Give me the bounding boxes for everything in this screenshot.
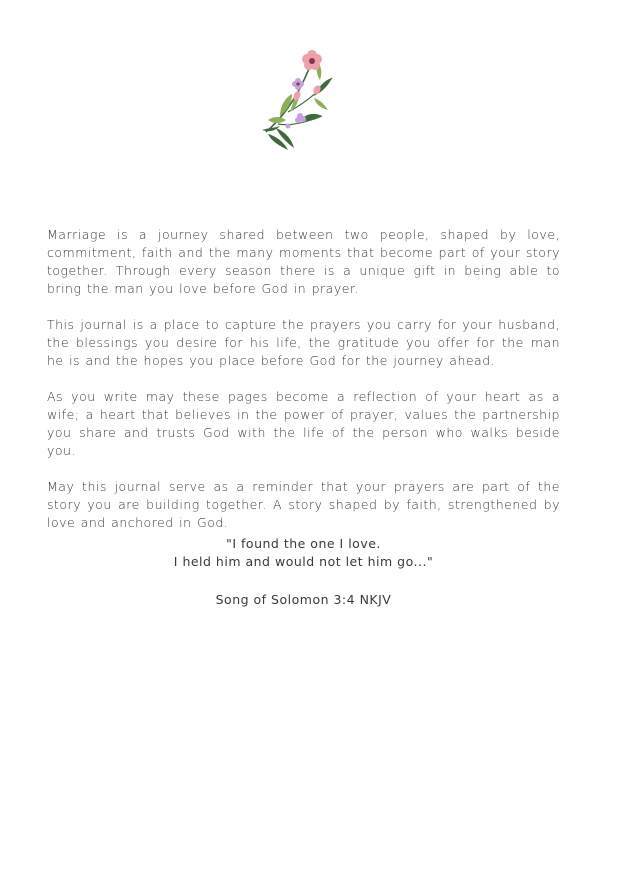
floral-sprig-icon xyxy=(258,50,340,152)
verse-reference: Song of Solomon 3:4 NKJV xyxy=(215,592,392,607)
paragraph-1: Marriage is a journey shared between two people, shaped by love, commitment, faith and the many moments that become part of your story together. Through every season there is a unique gift in being able to bring the man you love before God in prayer. xyxy=(47,227,560,296)
paragraph-2: This journal is a place to capture the prayers you carry for your husband, the blessings you desire for his life, the gratitude you offer for the man he is and the hopes you place before God for the journey ahead. xyxy=(47,317,560,368)
bible-verse xyxy=(47,535,560,571)
introduction-text xyxy=(47,226,560,550)
verse-line-2: I held him and would not let him go..." xyxy=(173,554,434,569)
paragraph-3: As you write may these pages become a reflection of your heart as a wife; a heart that believes in the power of prayer, values the partnership you share and trusts God with the life of the person who walks beside you. xyxy=(47,389,560,458)
verse-line-1: "I found the one I love. xyxy=(226,536,381,551)
paragraph-4: May this journal serve as a reminder that your prayers are part of the story you are building together. A story shaped by faith, strengthened by love and anchored in God. xyxy=(47,479,560,530)
